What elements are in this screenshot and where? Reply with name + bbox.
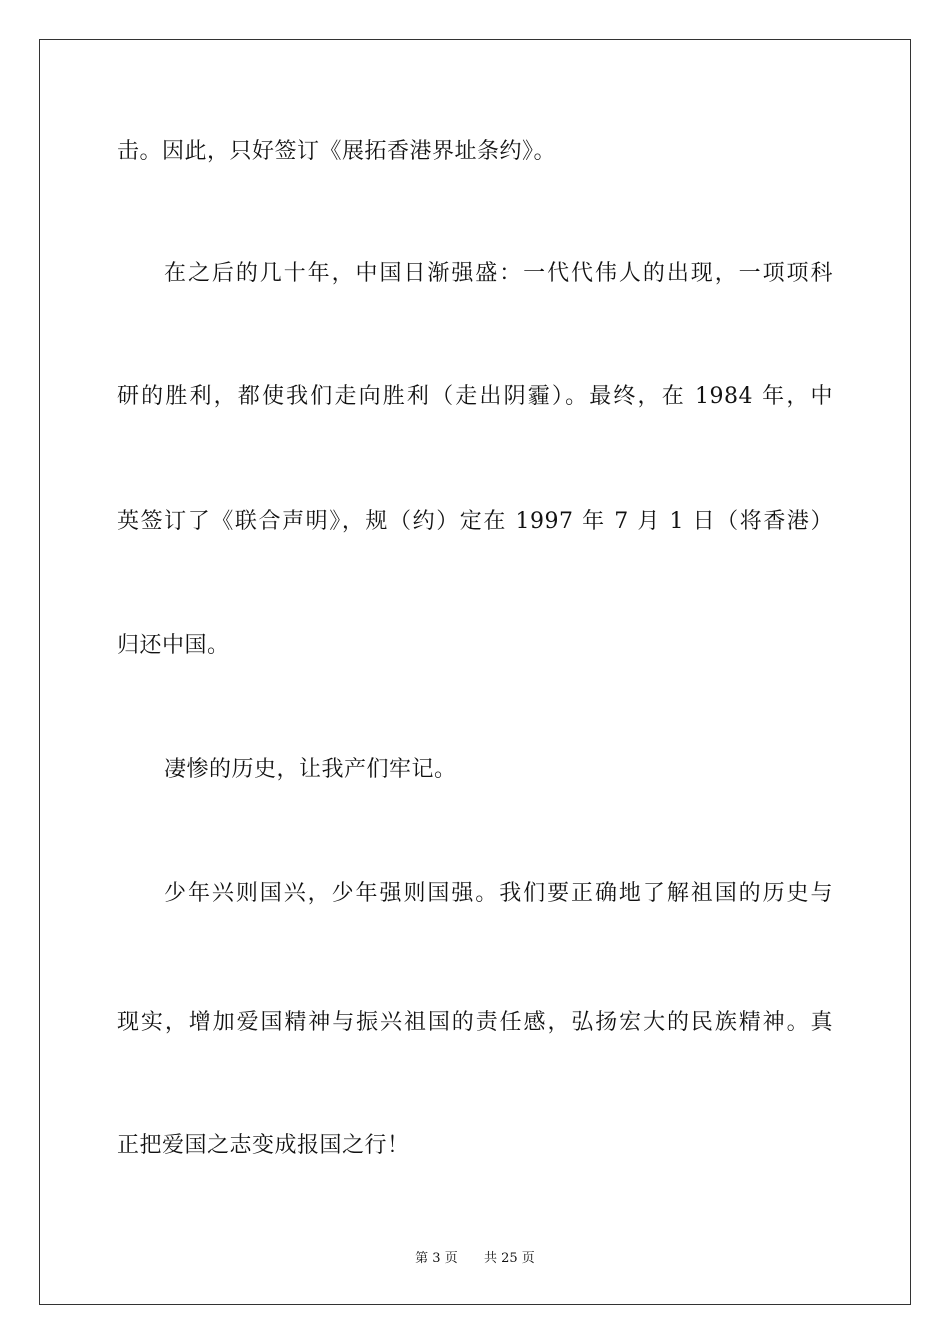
paragraph-line: 归还中国。 — [117, 633, 230, 658]
paragraph-line: 现实，增加爱国精神与振兴祖国的责任感，弘扬宏大的民族精神。真 — [117, 1010, 833, 1035]
page-total: 共 25 页 — [484, 1251, 535, 1266]
paragraph-line: 击。因此，只好签订《展拓香港界址条约》。 — [117, 139, 557, 164]
page-footer — [0, 1247, 950, 1266]
paragraph-line: 正把爱国之志变成报国之行！ — [117, 1133, 410, 1158]
paragraph-line: 凄惨的历史，让我产们牢记。 — [164, 757, 457, 782]
page-number: 第 3 页 — [415, 1251, 458, 1266]
paragraph-line: 研的胜利，都使我们走向胜利（走出阴霾）。最终，在 1984 年，中 — [117, 384, 833, 409]
paragraph-line: 少年兴则国兴，少年强则国强。我们要正确地了解祖国的历史与 — [164, 881, 833, 906]
page-frame — [39, 39, 911, 1305]
paragraph-line: 在之后的几十年，中国日渐强盛：一代代伟人的出现，一项项科 — [164, 261, 833, 286]
paragraph-line: 英签订了《联合声明》，规（约）定在 1997 年 7 月 1 日（将香港） — [117, 509, 833, 534]
